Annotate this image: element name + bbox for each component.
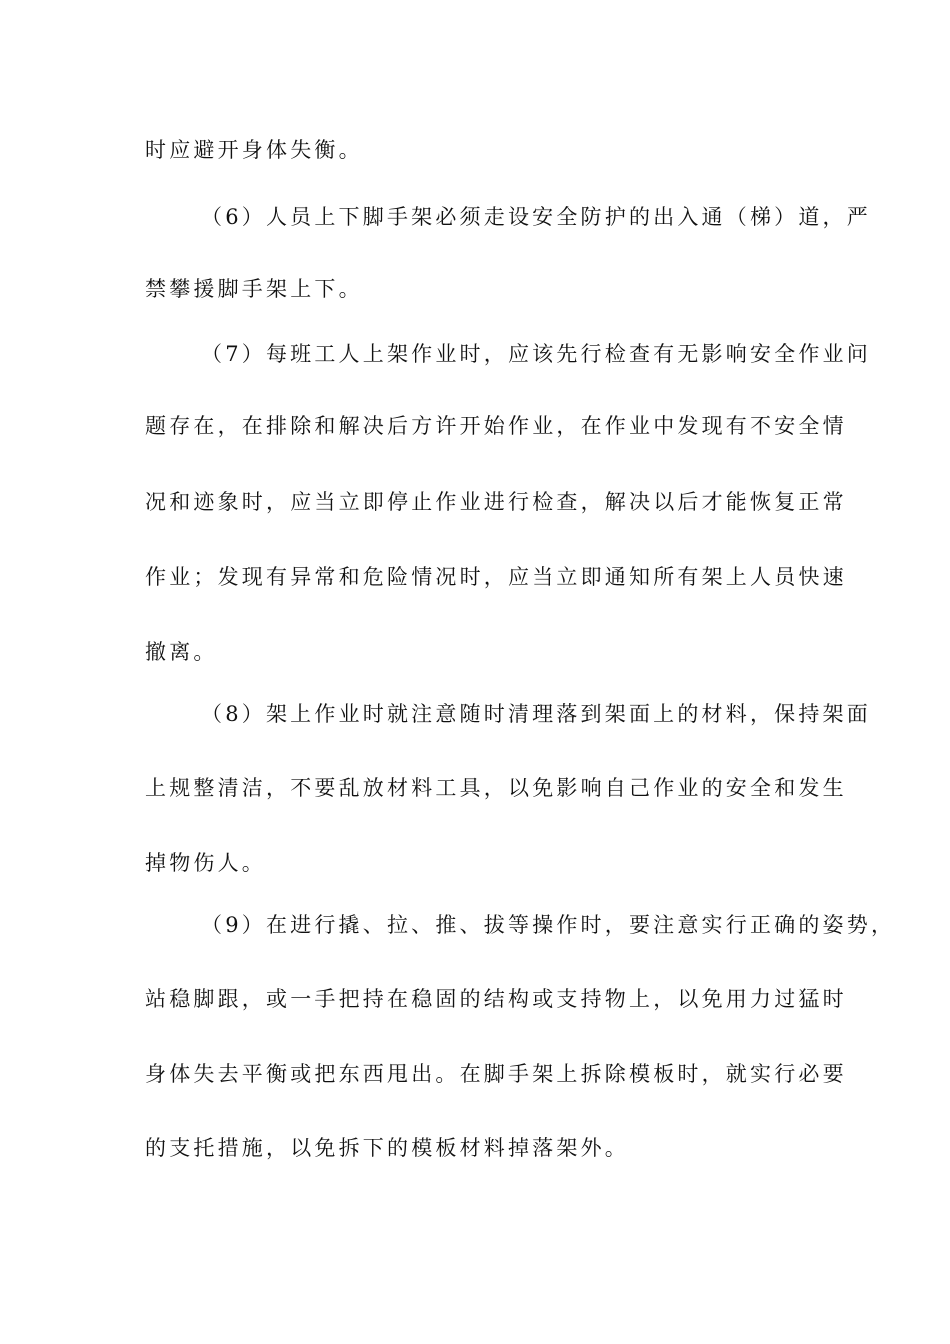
text-line: （9）在进行撬、拉、推、拔等操作时，要注意实行正确的姿势， <box>201 913 896 937</box>
text-line: （6）人员上下脚手架必须走设安全防护的出入通（梯）道，严 <box>201 205 871 229</box>
text-line: 的支托措施，以免拆下的模板材料掉落架外。 <box>145 1136 629 1160</box>
text-line: 站稳脚跟，或一手把持在稳固的结构或支持物上，以免用力过猛时 <box>145 987 847 1011</box>
text-line: 身体失去平衡或把东西甩出。在脚手架上拆除模板时，就实行必要 <box>145 1062 847 1086</box>
text-line: 撤离。 <box>145 640 218 664</box>
text-line: 题存在，在排除和解决后方许开始作业，在作业中发现有不安全情 <box>145 414 847 438</box>
text-line: 作业；发现有异常和危险情况时，应当立即通知所有架上人员快速 <box>145 565 847 589</box>
text-line: 况和迹象时，应当立即停止作业进行检查，解决以后才能恢复正常 <box>145 490 847 514</box>
text-line: 禁攀援脚手架上下。 <box>145 277 363 301</box>
text-line: （8）架上作业时就注意随时清理落到架面上的材料，保持架面 <box>201 702 871 726</box>
text-line: 掉物伤人。 <box>145 851 266 875</box>
text-line: 上规整清洁，不要乱放材料工具，以免影响自己作业的安全和发生 <box>145 776 847 800</box>
text-line: （7）每班工人上架作业时，应该先行检查有无影响安全作业问 <box>201 342 871 366</box>
text-line: 时应避开身体失衡。 <box>145 138 363 162</box>
